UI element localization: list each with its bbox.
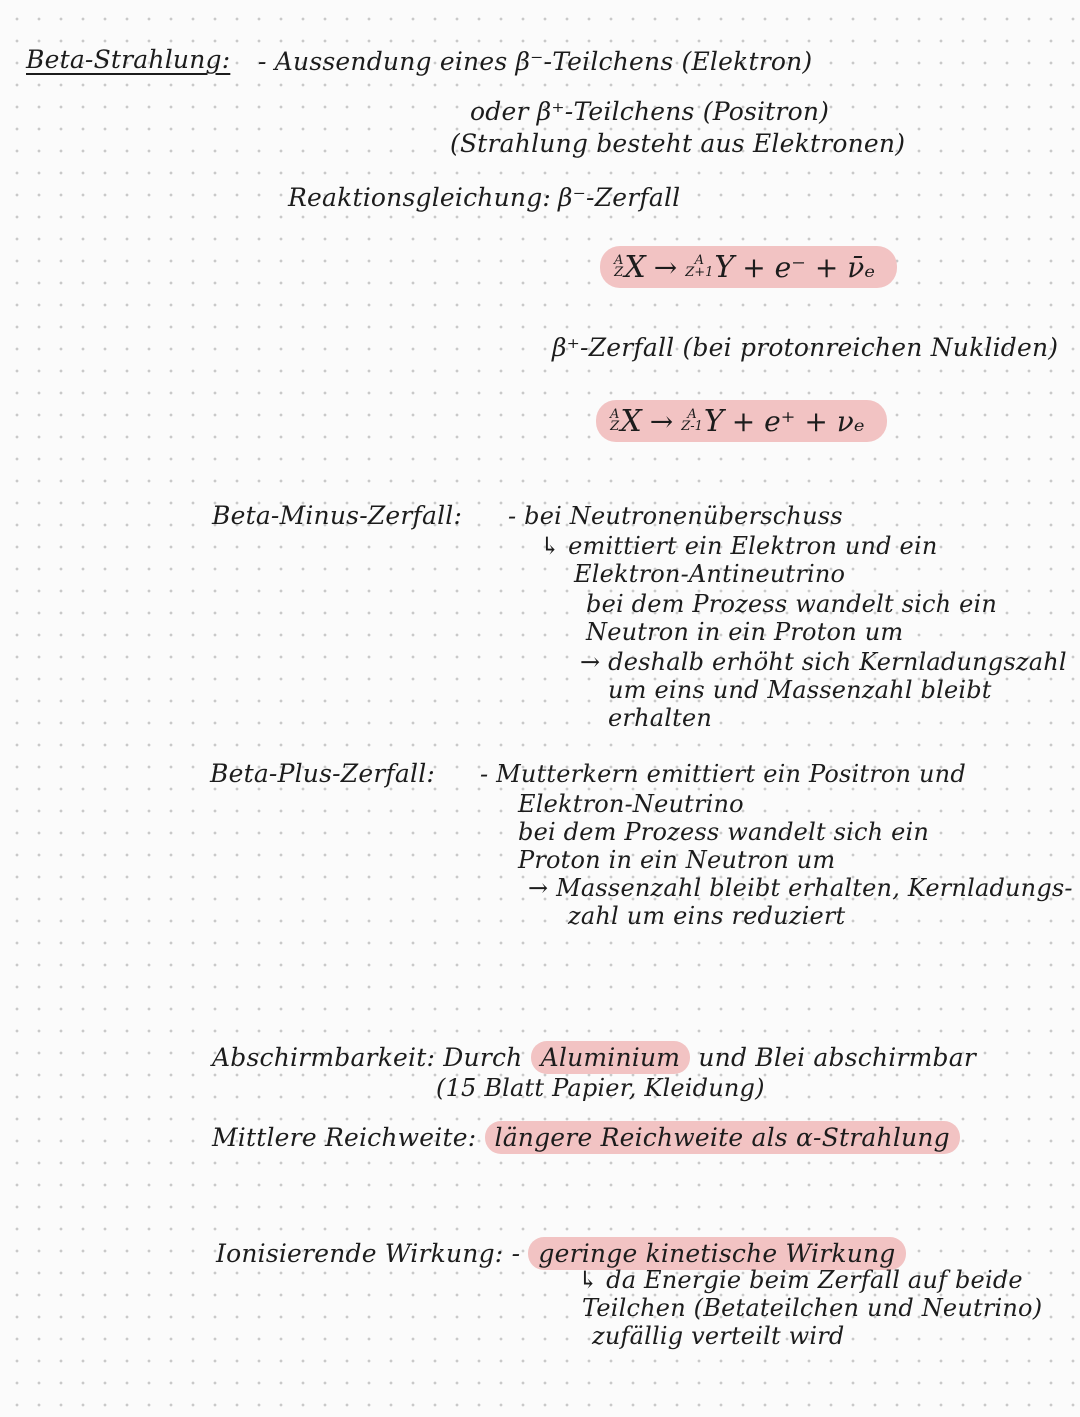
ionizing-line-3: zufällig verteilt wird [592,1322,845,1350]
beta-minus-equation: A Z X → A Z+1 Y + e⁻ + ν̄ₑ [600,246,897,288]
beta-minus-line-8: erhalten [608,704,713,732]
beta-minus-line-2: ↳ emittiert ein Elektron und ein [540,532,938,560]
shielding-post: und Blei abschirmbar [698,1043,976,1072]
ionizing-dash: - [511,1239,521,1268]
ionizing-line-2: Teilchen (Betateilchen und Neutrino) [582,1294,1043,1322]
heading: Beta-Strahlung: [26,45,231,74]
beta-minus-line-1: - bei Neutronenüberschuss [508,502,843,530]
beta-plus-line-3: bei dem Prozess wandelt sich ein [518,818,930,846]
shielding-label: Abschirmbarkeit: [212,1043,436,1072]
shielding-note: (15 Blatt Papier, Kleidung) [436,1074,765,1102]
ionizing-label: Ionisierende Wirkung: [216,1239,504,1268]
beta-plus-label: β⁺-Zerfall (bei protonreichen Nukliden) [552,333,1059,362]
shielding-line [212,1044,976,1072]
intro-line-3: (Strahlung besteht aus Elektronen) [450,129,906,158]
range-label: Mittlere Reichweite: [212,1123,477,1152]
beta-plus-line-2: Elektron-Neutrino [518,790,744,818]
range-value: längere Reichweite als α-Strahlung [485,1121,960,1154]
intro-line-1: - Aussendung eines β⁻-Teilchens (Elektron) [258,47,813,76]
beta-plus-line-1: - Mutterkern emittiert ein Positron und [480,760,966,788]
beta-plus-line-5: → Massenzahl bleibt erhalten, Kernladungs- [528,874,1073,902]
beta-minus-line-3: Elektron-Antineutrino [574,560,846,588]
shielding-highlight: Aluminium [531,1041,691,1074]
ionizing-highlight: geringe kinetische Wirkung [528,1237,905,1270]
beta-minus-line-6: → deshalb erhöht sich Kernladungszahl [580,648,1067,676]
beta-minus-label: β⁻-Zerfall [558,183,681,212]
intro-line-2: oder β⁺-Teilchens (Positron) [470,97,830,126]
ionizing-line [216,1240,906,1268]
beta-plus-heading: Beta-Plus-Zerfall: [210,759,436,788]
beta-plus-line-4: Proton in ein Neutron um [518,846,836,874]
range-line [212,1124,960,1152]
beta-minus-heading: Beta-Minus-Zerfall: [212,501,463,530]
shielding-pre: Durch [443,1043,523,1072]
beta-minus-line-4: bei dem Prozess wandelt sich ein [586,590,998,618]
ionizing-line-1: ↳ da Energie beim Zerfall auf beide [578,1266,1023,1294]
beta-minus-line-5: Neutron in ein Proton um [586,618,904,646]
reaction-label: Reaktionsgleichung: [288,183,552,212]
beta-plus-line-6: zahl um eins reduziert [568,902,846,930]
beta-plus-equation: A Z X → A Z-1 Y + e⁺ + νₑ [596,400,887,442]
beta-minus-line-7: um eins und Massenzahl bleibt [608,676,992,704]
